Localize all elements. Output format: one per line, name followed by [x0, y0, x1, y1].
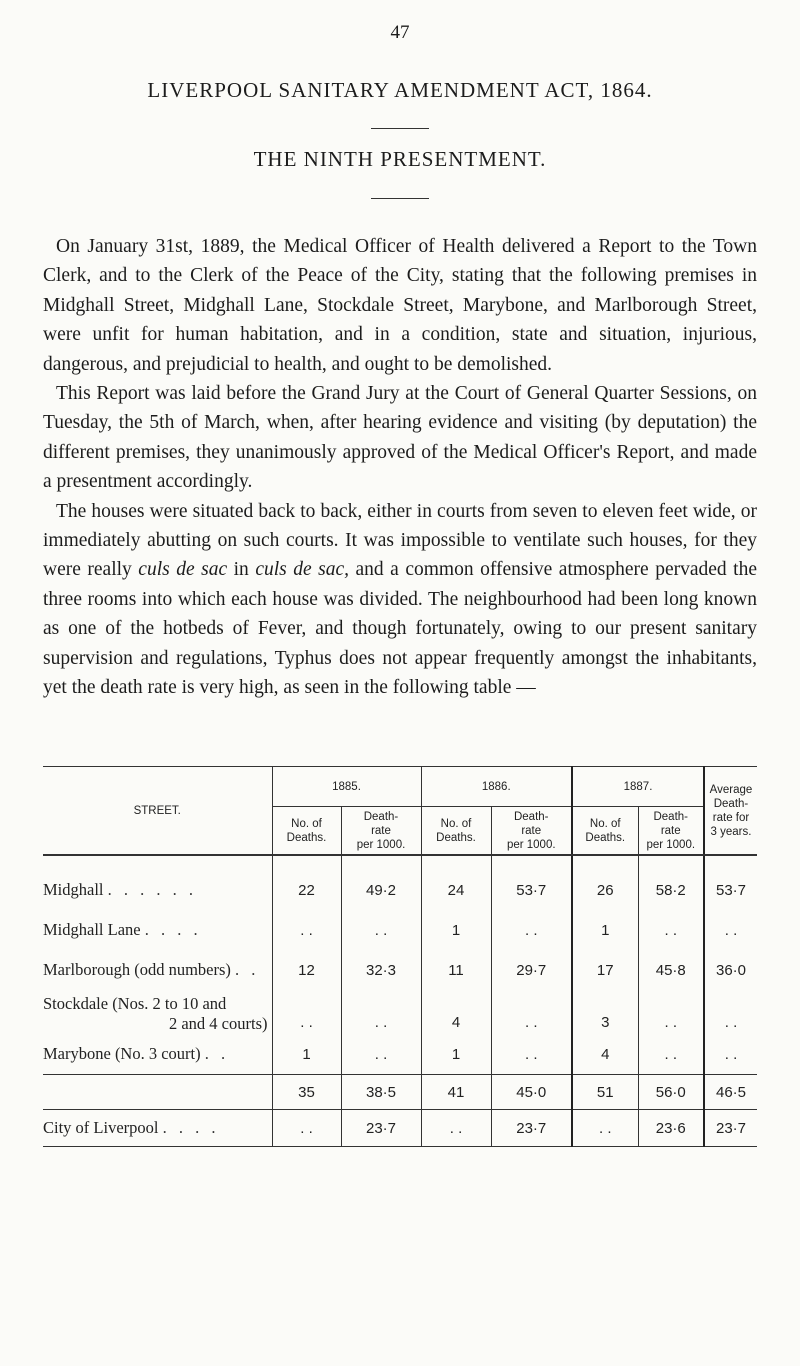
body-text: [43, 232, 757, 703]
street-column-header: STREET.: [43, 767, 272, 856]
rate-1885: . .: [341, 910, 421, 950]
leader-dots: . .: [204, 1044, 230, 1063]
section-divider: [371, 198, 429, 199]
deaths-1885: 22: [272, 855, 341, 910]
deaths-1887: 4: [572, 1034, 638, 1075]
rate-1885: 49·2: [341, 855, 421, 910]
table-row: [43, 1034, 757, 1075]
leader-dots: . . . . . .: [107, 880, 197, 899]
rate-1885: 32·3: [341, 950, 421, 990]
city-rate-1885: 23·7: [341, 1110, 421, 1147]
deaths-1885: . .: [272, 910, 341, 950]
rate-1886: . .: [491, 1034, 572, 1075]
rate-header-line-1: Death-: [513, 810, 549, 823]
deaths-1885: . .: [272, 990, 341, 1034]
rate-1886: . .: [491, 910, 572, 950]
table-row: [43, 990, 757, 1034]
rate-1886: . .: [491, 990, 572, 1034]
deaths-header-line-1: No. of: [589, 817, 621, 830]
street-name-line-2: 2 and 4 courts): [168, 1014, 268, 1033]
document-title: LIVERPOOL SANITARY AMENDMENT ACT, 1864.: [147, 78, 653, 102]
deaths-header-line-1: No. of: [440, 817, 472, 830]
deaths-1886: 4: [421, 990, 491, 1034]
year-header-1885: 1885.: [272, 767, 421, 807]
page-number: 47: [390, 22, 410, 43]
city-deaths-1885: . .: [272, 1110, 341, 1147]
city-name-text: City of Liverpool: [43, 1118, 159, 1137]
street-name-text: Marlborough (odd numbers): [43, 960, 231, 979]
street-name-text: Midghall: [43, 880, 104, 899]
italic-phrase-1: culs de sac: [138, 559, 228, 581]
deaths-1886: 11: [421, 950, 491, 990]
city-name: [43, 1110, 272, 1147]
city-deaths-1887: . .: [572, 1110, 638, 1147]
street-name: [43, 910, 272, 950]
street-name: [43, 1034, 272, 1075]
average-header-line-4: 3 years.: [710, 825, 752, 838]
total-average-rate: 46·5: [704, 1075, 757, 1110]
deaths-1887: 1: [572, 910, 638, 950]
table-row: [43, 855, 757, 910]
rate-1885: . .: [341, 1034, 421, 1075]
table-row: [43, 910, 757, 950]
deaths-1885: 1: [272, 1034, 341, 1075]
section-title: THE NINTH PRESENTMENT.: [253, 147, 547, 171]
rate-1886: 53·7: [491, 855, 572, 910]
street-name: [43, 855, 272, 910]
leader-dots: . . . .: [162, 1118, 220, 1137]
rate-1887: 45·8: [638, 950, 704, 990]
rate-header-line-3: per 1000.: [506, 838, 556, 851]
totals-label: [43, 1075, 272, 1110]
rate-1887: 58·2: [638, 855, 704, 910]
average-rate: . .: [704, 910, 757, 950]
city-deaths-1886: . .: [421, 1110, 491, 1147]
totals-row: [43, 1075, 757, 1110]
total-rate-1887: 56·0: [638, 1075, 704, 1110]
average-header-line-1: Average: [709, 783, 753, 796]
rate-header-line-2: rate: [660, 824, 681, 837]
rate-1887: . .: [638, 1034, 704, 1075]
street-name-text: Stockdale (Nos. 2 to 10 and: [43, 994, 227, 1013]
deaths-header-1887: [572, 807, 638, 856]
rate-header-line-3: per 1000.: [356, 838, 406, 851]
paragraph-houses-text-2: in: [227, 559, 256, 581]
rate-header-line-1: Death-: [363, 810, 399, 823]
rate-1887: . .: [638, 910, 704, 950]
total-rate-1885: 38·5: [341, 1075, 421, 1110]
deaths-header-line-2: Deaths.: [286, 831, 327, 844]
rate-1887: . .: [638, 990, 704, 1034]
deaths-1887: 3: [572, 990, 638, 1034]
rate-header-line-2: rate: [371, 824, 391, 837]
total-deaths-1885: 35: [272, 1075, 341, 1110]
deaths-header-line-1: No. of: [291, 817, 322, 830]
total-deaths-1887: 51: [572, 1075, 638, 1110]
rate-header-1885: [341, 807, 421, 856]
rate-header-line-3: per 1000.: [646, 838, 696, 851]
street-name-text: Midghall Lane: [43, 920, 141, 939]
street-name: [43, 950, 272, 990]
deaths-1885: 12: [272, 950, 341, 990]
deaths-header-1886: [421, 807, 491, 856]
city-row: [43, 1110, 757, 1147]
leader-dots: . . . .: [144, 920, 202, 939]
rate-header-line-2: rate: [521, 824, 542, 837]
year-header-1887: 1887.: [572, 767, 704, 807]
italic-phrase-2: culs de sac,: [255, 559, 350, 581]
deaths-1886: 1: [421, 1034, 491, 1075]
paragraph-houses-text-3: and a common offensive atmosphere pervaded the three rooms into which each house was divided. The neighbourhood had been long known as one of the hotbeds of Fever, and though fortunately, owing to our present sanitary supervision and regulations, Typhus does not appear frequently amongst the inhabitants, yet the death rate is very high, as seen in the following table —: [43, 559, 757, 699]
rate-header-1887: [638, 807, 704, 856]
rate-header-line-1: Death-: [653, 810, 689, 823]
city-rate-1886: 23·7: [491, 1110, 572, 1147]
average-rate: 36·0: [704, 950, 757, 990]
deaths-header-1885: [272, 807, 341, 856]
average-rate: . .: [704, 1034, 757, 1075]
death-rate-table: [43, 766, 757, 1147]
total-deaths-1886: 41: [421, 1075, 491, 1110]
average-rate: . .: [704, 990, 757, 1034]
average-column-header: [704, 767, 757, 856]
deaths-header-line-2: Deaths.: [436, 831, 476, 844]
street-name-text: Marybone (No. 3 court): [43, 1044, 201, 1063]
leader-dots: . .: [235, 960, 260, 979]
rate-1885: . .: [341, 990, 421, 1034]
deaths-1886: 1: [421, 910, 491, 950]
deaths-1887: 26: [572, 855, 638, 910]
paragraph-houses: [43, 497, 757, 703]
paragraph-grand-jury: This Report was laid before the Grand Jury at the Court of General Quarter Sessions, on Tuesday, the 5th of March, when, after hearing evidence and visiting (by deputation) the different premises, they unanimously approved of the Medical Officer's Report, and made a presentment accordingly.: [43, 383, 757, 493]
title-divider: [371, 128, 429, 129]
street-name: [43, 990, 272, 1034]
deaths-header-line-2: Deaths.: [585, 831, 626, 844]
average-rate: 53·7: [704, 855, 757, 910]
rate-header-1886: [491, 807, 572, 856]
average-header-line-2: Death-: [713, 797, 749, 810]
year-header-1886: 1886.: [421, 767, 572, 807]
deaths-1887: 17: [572, 950, 638, 990]
deaths-1886: 24: [421, 855, 491, 910]
table-row: [43, 950, 757, 990]
paragraph-report: On January 31st, 1889, the Medical Officer of Health delivered a Report to the Town Clerk, and to the Clerk of the Peace of the City, stating that the following premises in Midghall Street, Midghall Lane, Stockdale Street, Marybone, and Marlborough Street, were unfit for human habitation, and in a condition, state and situation, injurious, dangerous, and prejudicial to health, and ought to be demolished.: [43, 236, 757, 375]
paragraph-houses-text-1: The houses were situated back to back, either in courts from seven to eleven feet wide, or immediately abutting on such courts. It was impossible to ventilate such houses, for they were really: [43, 500, 757, 581]
city-rate-1887: 23·6: [638, 1110, 704, 1147]
average-header-line-3: rate for: [712, 811, 750, 824]
rate-1886: 29·7: [491, 950, 572, 990]
city-average-rate: 23·7: [704, 1110, 757, 1147]
total-rate-1886: 45·0: [491, 1075, 572, 1110]
